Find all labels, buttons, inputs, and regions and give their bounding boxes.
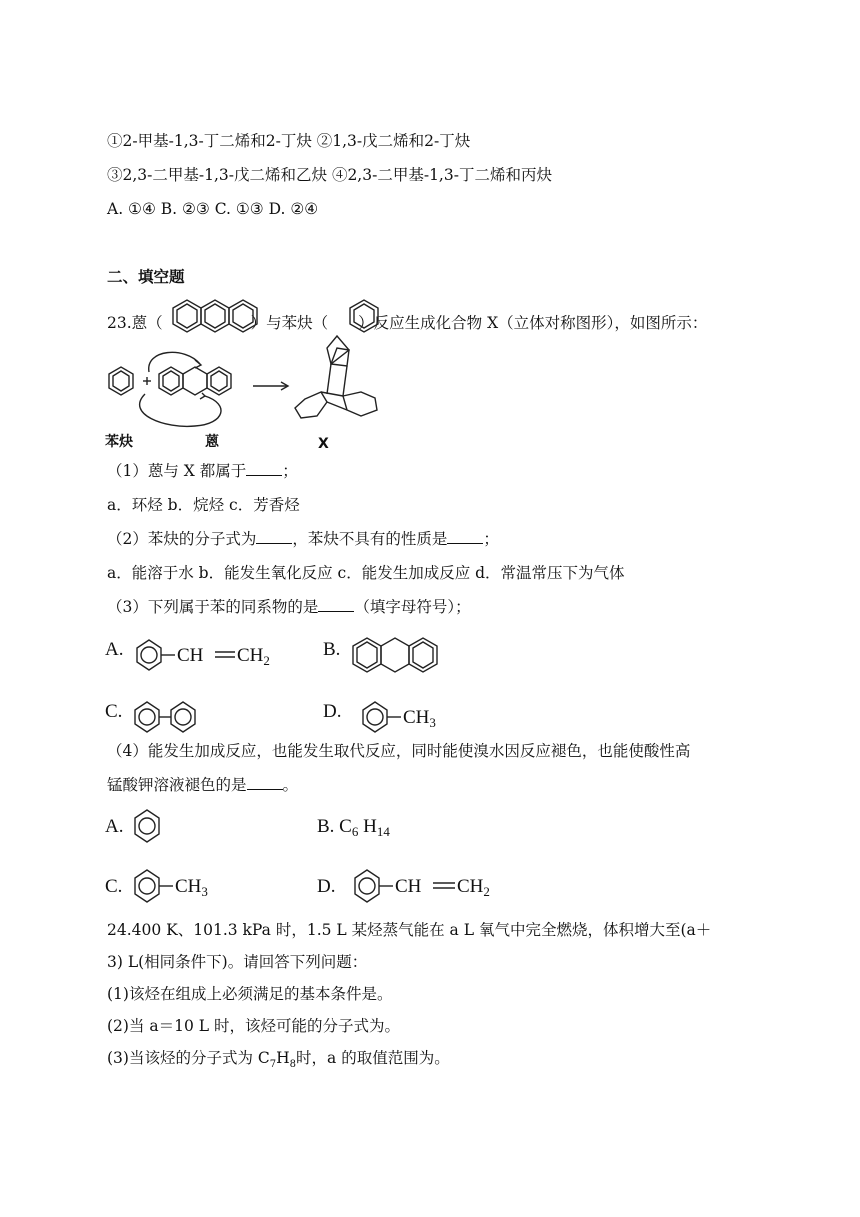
- part3-options-figure: [105, 626, 505, 730]
- q24-sub2: (2)当 a＝10 L 时，该烃可能的分子式为。: [107, 1017, 400, 1035]
- anthracene-inline-structure: [165, 298, 265, 338]
- answer-blank: [246, 461, 282, 476]
- q22-choices: A. ①④ B. ②③ C. ①③ D. ②④: [107, 200, 319, 218]
- q23-p2-text-a: （2）苯炔的分子式为: [107, 530, 257, 548]
- option-b-label: B.: [323, 639, 341, 660]
- q23-intro-c: ）反应生成化合物 X（立体对称图形），如图所示：: [358, 314, 708, 332]
- answer-blank: [256, 529, 292, 544]
- option-a-text: CH: [177, 645, 204, 666]
- option-c-label: C.: [105, 701, 123, 722]
- q22-options-line1: ①2-甲基-1,3-丁二烯和2-丁炔 ②1,3-戊二烯和2-丁炔: [107, 132, 471, 150]
- option-b-formula: B. $C_6$ $H_{14}$: [317, 816, 390, 839]
- q23-part2: [107, 528, 499, 550]
- option-a-text2: $CH_2$: [237, 645, 270, 668]
- q23-part1-options: a．环烃 b．烷烃 c．芳香烃: [107, 496, 300, 514]
- q23-intro-b: ）与苯炔（: [250, 314, 329, 332]
- q23-p3-text: （3）下列属于苯的同系物的是: [107, 598, 319, 616]
- option-d-text2: $CH_2$: [457, 876, 490, 899]
- option-d-label: D.: [323, 701, 342, 722]
- q24-s3-sub1: 7: [269, 1059, 277, 1071]
- q23-p1-text: （1）蒽与 X 都属于: [107, 462, 247, 480]
- q23-part2-options: a．能溶于水 b．能发生氧化反应 c．能发生加成反应 d．常温常压下为气体: [107, 564, 625, 582]
- q23-intro-a: 23.蒽（: [107, 314, 163, 332]
- q23-p4-text: 锰酸钾溶液褪色的是: [107, 776, 247, 794]
- option-d-text: $CH_3$: [403, 707, 436, 730]
- q23-part4-line1: （4）能发生加成反应，也能发生取代反应，同时能使溴水因反应褪色，也能使酸性高: [107, 742, 691, 760]
- q23-part4-line2: [107, 774, 298, 796]
- option-c-text: $CH_3$: [175, 876, 208, 899]
- answer-blank: [247, 775, 283, 790]
- option-a-label: A.: [105, 816, 124, 837]
- q23-part1: [107, 460, 298, 482]
- q23-p4-end: 。: [282, 776, 299, 794]
- part4-options-figure: [105, 806, 525, 899]
- label-anthracene: 蒽: [205, 434, 219, 450]
- q24-s3-b: H: [276, 1049, 290, 1067]
- option-c-label: C.: [105, 876, 123, 897]
- label-x: X: [318, 436, 329, 452]
- q24-s3-c: 时，a 的取值范围为。: [296, 1049, 450, 1067]
- q24-s3-sub2: 8: [289, 1059, 297, 1071]
- q22-options-line2: ③2,3-二甲基-1,3-戊二烯和乙炔 ④2,3-二甲基-1,3-丁二烯和丙炔: [107, 166, 552, 184]
- q24-s3-a: (3)当该烃的分子式为 C: [107, 1049, 270, 1067]
- q24-line1: 24.400 K、101.3 kPa 时，1.5 L 某烃蒸气能在 a L 氧气中完全燃烧，体积增大至(a＋: [107, 921, 712, 939]
- answer-blank: [447, 529, 483, 544]
- q23-part3: [107, 596, 471, 618]
- toluene-icon: [135, 870, 173, 902]
- label-benzyne: 苯炔: [105, 434, 133, 450]
- benzene-icon: [135, 810, 159, 842]
- toluene-icon: [363, 702, 401, 732]
- option-a-label: A.: [105, 639, 124, 660]
- anthracene-icon: [353, 638, 437, 672]
- reaction-figure: [105, 344, 395, 454]
- q24-sub1: (1)该烃在组成上必须满足的基本条件是。: [107, 985, 393, 1003]
- answer-blank: [318, 597, 354, 612]
- q24-sub3: [107, 1047, 450, 1076]
- q23-p1-end: ；: [282, 462, 298, 480]
- option-d-text: CH: [395, 876, 422, 897]
- option-d-label: D.: [317, 876, 336, 897]
- q24-line2: 3) L(相同条件下)。请回答下列问题：: [107, 953, 368, 971]
- section-title: 二、填空题: [107, 268, 185, 286]
- q23-p3-end: （填字母符号）；: [354, 598, 471, 616]
- q23-p2-text-b: ，苯炔不具有的性质是: [292, 530, 448, 548]
- q23-p2-end: ；: [483, 530, 499, 548]
- benzyne-inline-structure: [345, 298, 385, 338]
- biphenyl-icon: [135, 702, 195, 732]
